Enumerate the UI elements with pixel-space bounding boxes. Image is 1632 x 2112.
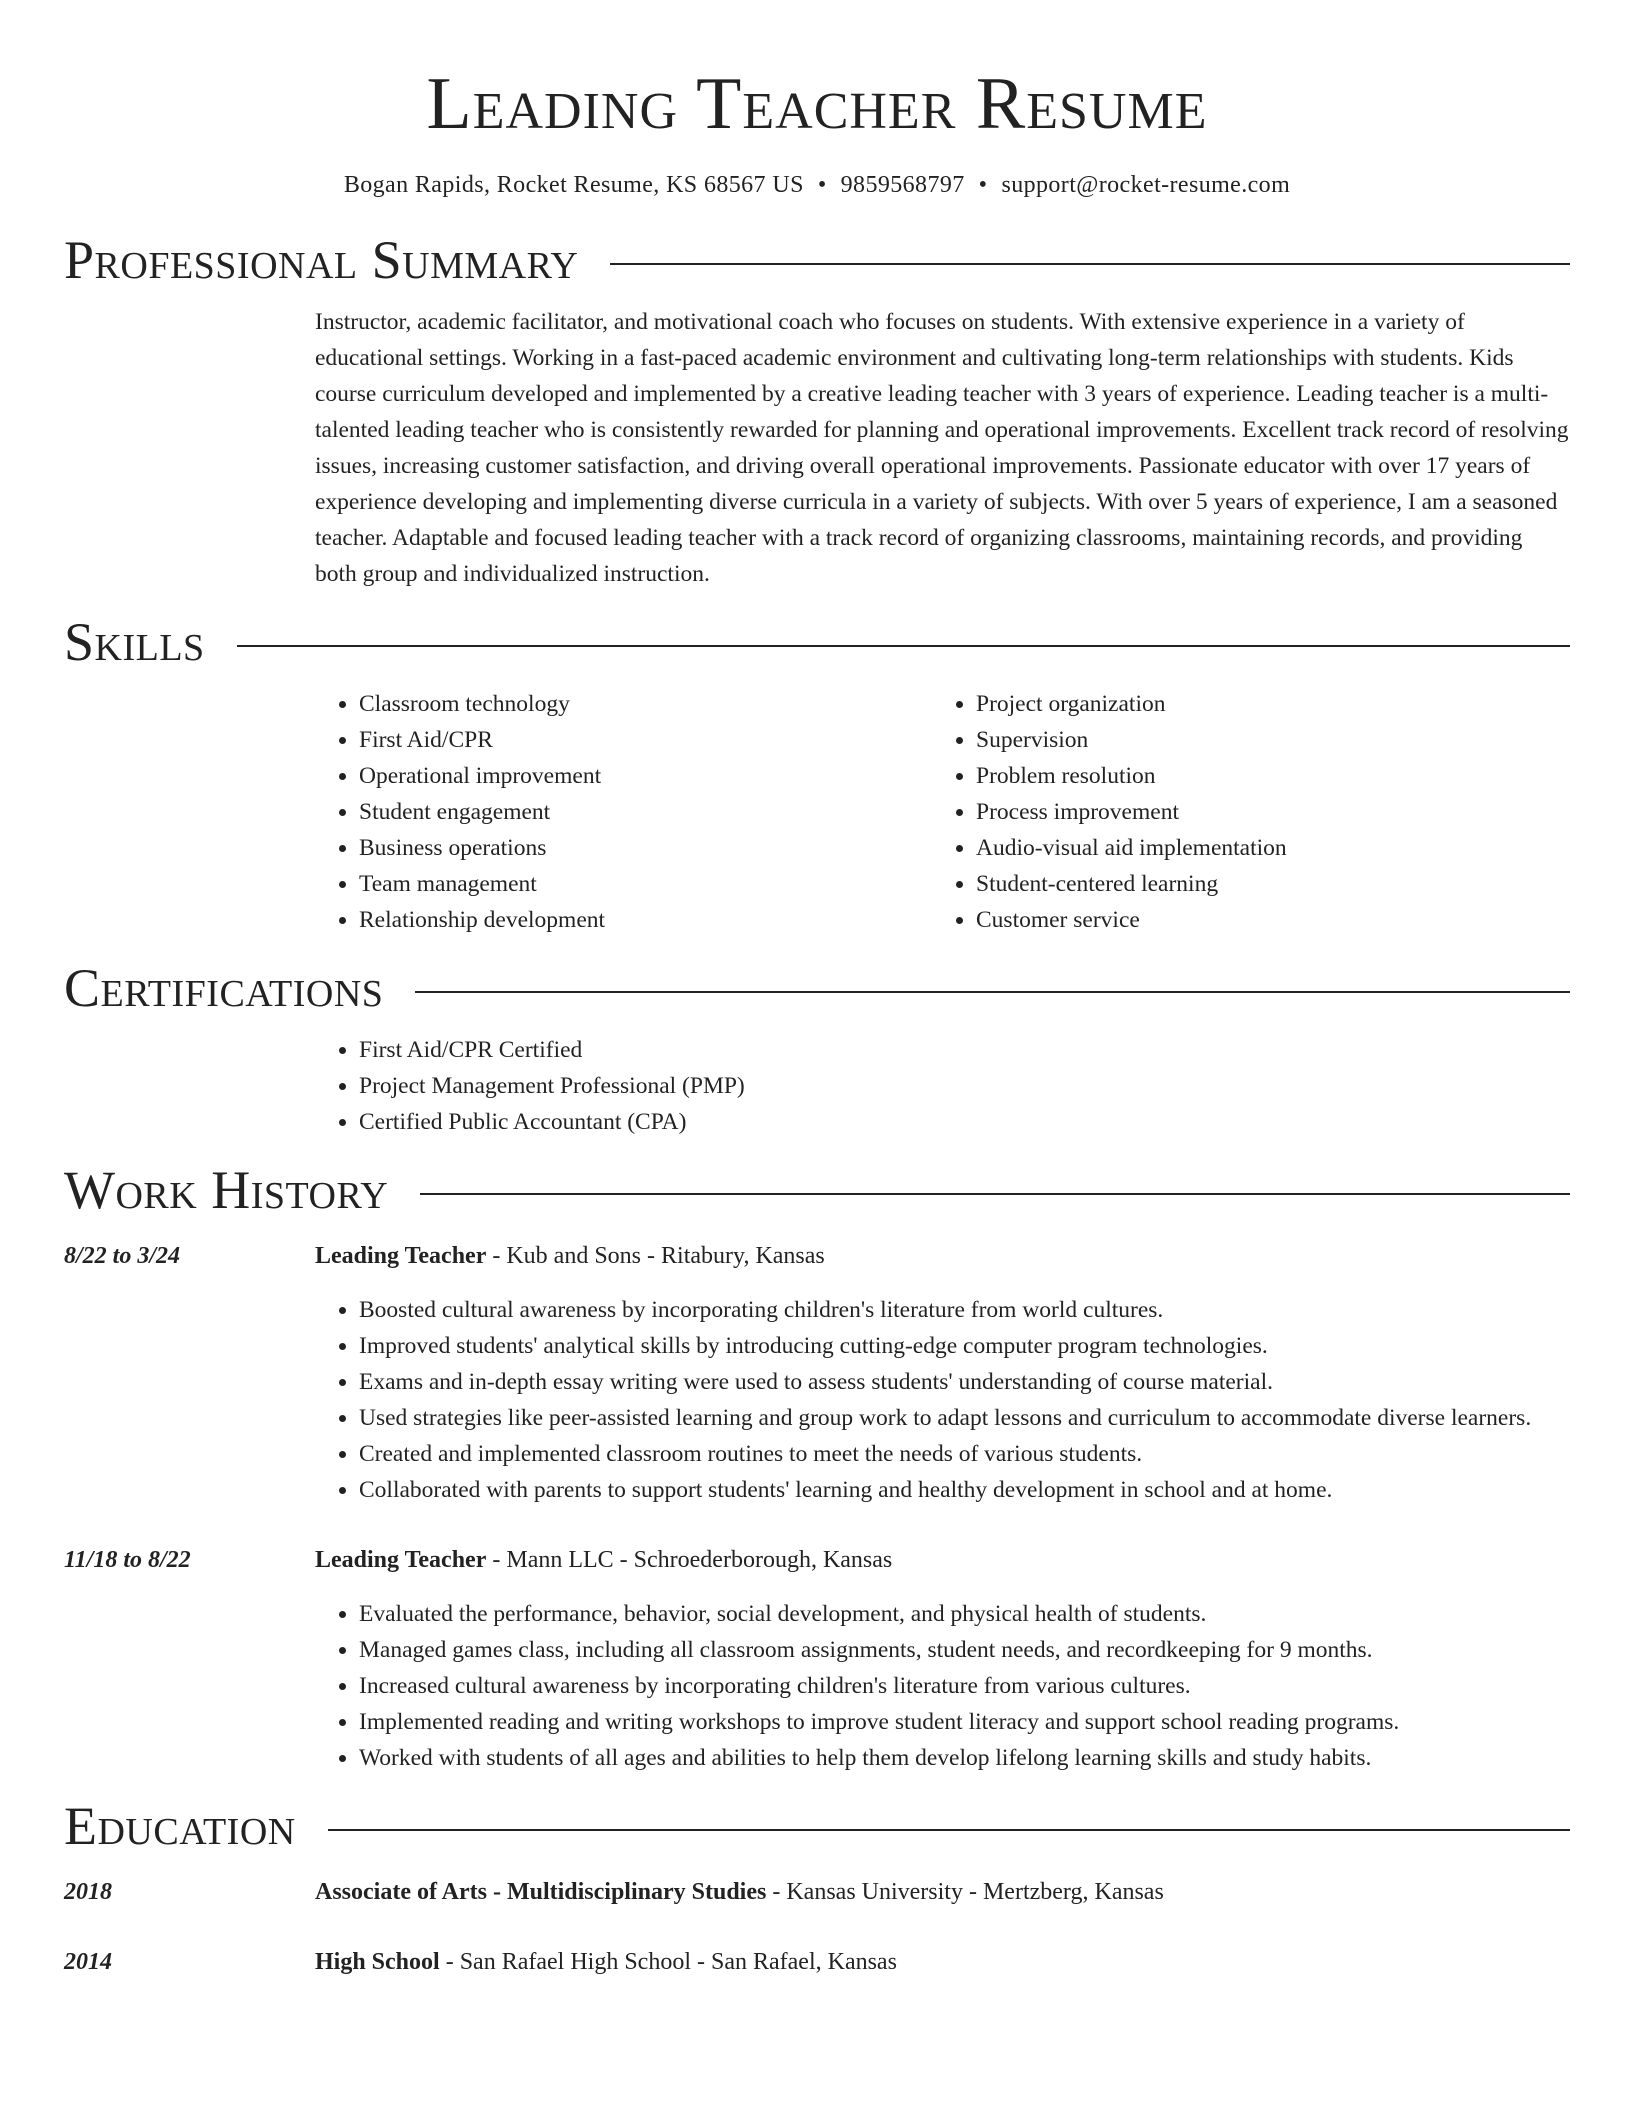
job-title: Leading Teacher [315, 1547, 487, 1573]
certification-item: • Certified Public Accountant (CPA) [359, 1104, 1570, 1140]
education-heading-line [315, 1944, 897, 1980]
job-bullet: • Created and implemented classroom routines to meet the needs of various students. [359, 1436, 1570, 1472]
section-divider [420, 1193, 1570, 1195]
job-bullet: • Boosted cultural awareness by incorporating children's literature from world cultures. [359, 1292, 1570, 1328]
certification-item: • First Aid/CPR Certified [359, 1032, 1570, 1068]
skill-item: • Audio-visual aid implementation [976, 830, 1549, 866]
job-bullet-list [315, 1596, 1570, 1776]
summary-section-header [64, 228, 1570, 292]
section-divider [328, 1829, 1570, 1831]
education-degree: High School [315, 1949, 440, 1975]
job-heading [315, 1238, 825, 1274]
job-employer: - Mann LLC - Schroederborough, Kansas [486, 1547, 893, 1573]
job-bullet: • Used strategies like peer-assisted learning and group work to adapt lessons and curriculum to accommodate diverse learners. [359, 1400, 1570, 1436]
skill-item: • Classroom technology [359, 686, 932, 722]
skill-item: • Process improvement [976, 794, 1549, 830]
job-bullet: • Managed games class, including all classroom assignments, student needs, and recordkeeping for 9 months. [359, 1632, 1570, 1668]
skill-item: • Relationship development [359, 902, 932, 938]
job-dates: 11/18 to 8/22 [64, 1547, 191, 1573]
section-divider [610, 263, 1570, 265]
job-bullet: • Evaluated the performance, behavior, social development, and physical health of students. [359, 1596, 1570, 1632]
skills-heading: Skills [64, 612, 205, 672]
job-bullet: • Worked with students of all ages and abilities to help them develop lifelong learning skills and study habits. [359, 1740, 1570, 1776]
contact-separator: • [978, 172, 988, 198]
education-school: - San Rafael High School - San Rafael, Kansas [439, 1949, 897, 1975]
contact-separator: • [817, 172, 827, 198]
certifications-list [315, 1032, 1570, 1140]
skills-list-right [932, 686, 1549, 938]
skill-item: • Student engagement [359, 794, 932, 830]
section-divider [415, 991, 1570, 993]
certifications-heading: Certifications [64, 958, 384, 1018]
skills-list-left [315, 686, 932, 938]
job-employer: - Kub and Sons - Ritabury, Kansas [486, 1243, 825, 1269]
skill-item: • Student-centered learning [976, 866, 1549, 902]
education-school: - Kansas University - Mertzberg, Kansas [766, 1879, 1164, 1905]
summary-section [315, 304, 1570, 592]
skill-item: • Business operations [359, 830, 932, 866]
skills-section [315, 686, 1570, 938]
job-bullet: • Improved students' analytical skills by introducing cutting-edge computer program technologies. [359, 1328, 1570, 1364]
education-degree: Associate of Arts - Multidisciplinary Studies [315, 1879, 767, 1905]
skill-item: • First Aid/CPR [359, 722, 932, 758]
certification-item: • Project Management Professional (PMP) [359, 1068, 1570, 1104]
skill-item: • Team management [359, 866, 932, 902]
section-divider [237, 645, 1570, 647]
skill-item: • Supervision [976, 722, 1549, 758]
resume-title: Leading Teacher Resume [426, 63, 1208, 145]
job-title: Leading Teacher [315, 1243, 487, 1269]
education-heading: Education [64, 1796, 296, 1856]
skill-item: • Problem resolution [976, 758, 1549, 794]
job-entry [64, 1542, 1570, 1776]
education-heading-line [315, 1874, 1164, 1910]
certifications-section [315, 1032, 1570, 1140]
job-bullet-list [315, 1292, 1570, 1508]
education-entry [64, 1874, 1570, 1910]
certifications-section-header [64, 956, 1570, 1020]
education-year: 2014 [64, 1949, 112, 1975]
skill-item: • Project organization [976, 686, 1549, 722]
contact-address: Bogan Rapids, Rocket Resume, KS 68567 US [343, 172, 804, 198]
contact-line [64, 170, 1570, 200]
contact-email: support@rocket-resume.com [1001, 172, 1291, 198]
summary-heading: Professional Summary [64, 230, 579, 290]
skills-section-header [64, 610, 1570, 674]
job-dates: 8/22 to 3/24 [64, 1243, 181, 1269]
contact-phone: 9859568797 [840, 172, 965, 198]
summary-text: Instructor, academic facilitator, and motivational coach who focuses on students. With extensive experience in a variety of educational settings. Working in a fast-paced academic environment and cultivating long-term relationships with students. Kids course curriculum developed and implemented by a creative leading teacher with 3 years of experience. Leading teacher is a multi-talented leading teacher who is consistently rewarded for planning and operational improvements. Excellent track record of resolving issues, increasing customer satisfaction, and driving overall operational improvements. Passionate educator with over 17 years of experience developing and implementing diverse curricula in a variety of subjects. With over 5 years of experience, I am a seasoned teacher. Adaptable and focused leading teacher with a track record of organizing classrooms, maintaining records, and providing both group and individualized instruction. [315, 309, 1569, 587]
job-bullet: • Increased cultural awareness by incorporating children's literature from various cultures. [359, 1668, 1570, 1704]
job-bullet: • Exams and in-depth essay writing were used to assess students' understanding of course material. [359, 1364, 1570, 1400]
education-year: 2018 [64, 1879, 112, 1905]
skill-item: • Customer service [976, 902, 1549, 938]
job-bullet: • Collaborated with parents to support students' learning and healthy development in school and at home. [359, 1472, 1570, 1508]
job-entry [64, 1238, 1570, 1508]
education-section-header [64, 1794, 1570, 1858]
work-history-heading: Work History [64, 1160, 389, 1220]
work-history-section-header [64, 1158, 1570, 1222]
skill-item: • Operational improvement [359, 758, 932, 794]
job-heading [315, 1542, 892, 1578]
education-entry [64, 1944, 1570, 1980]
job-bullet: • Implemented reading and writing workshops to improve student literacy and support school reading programs. [359, 1704, 1570, 1740]
